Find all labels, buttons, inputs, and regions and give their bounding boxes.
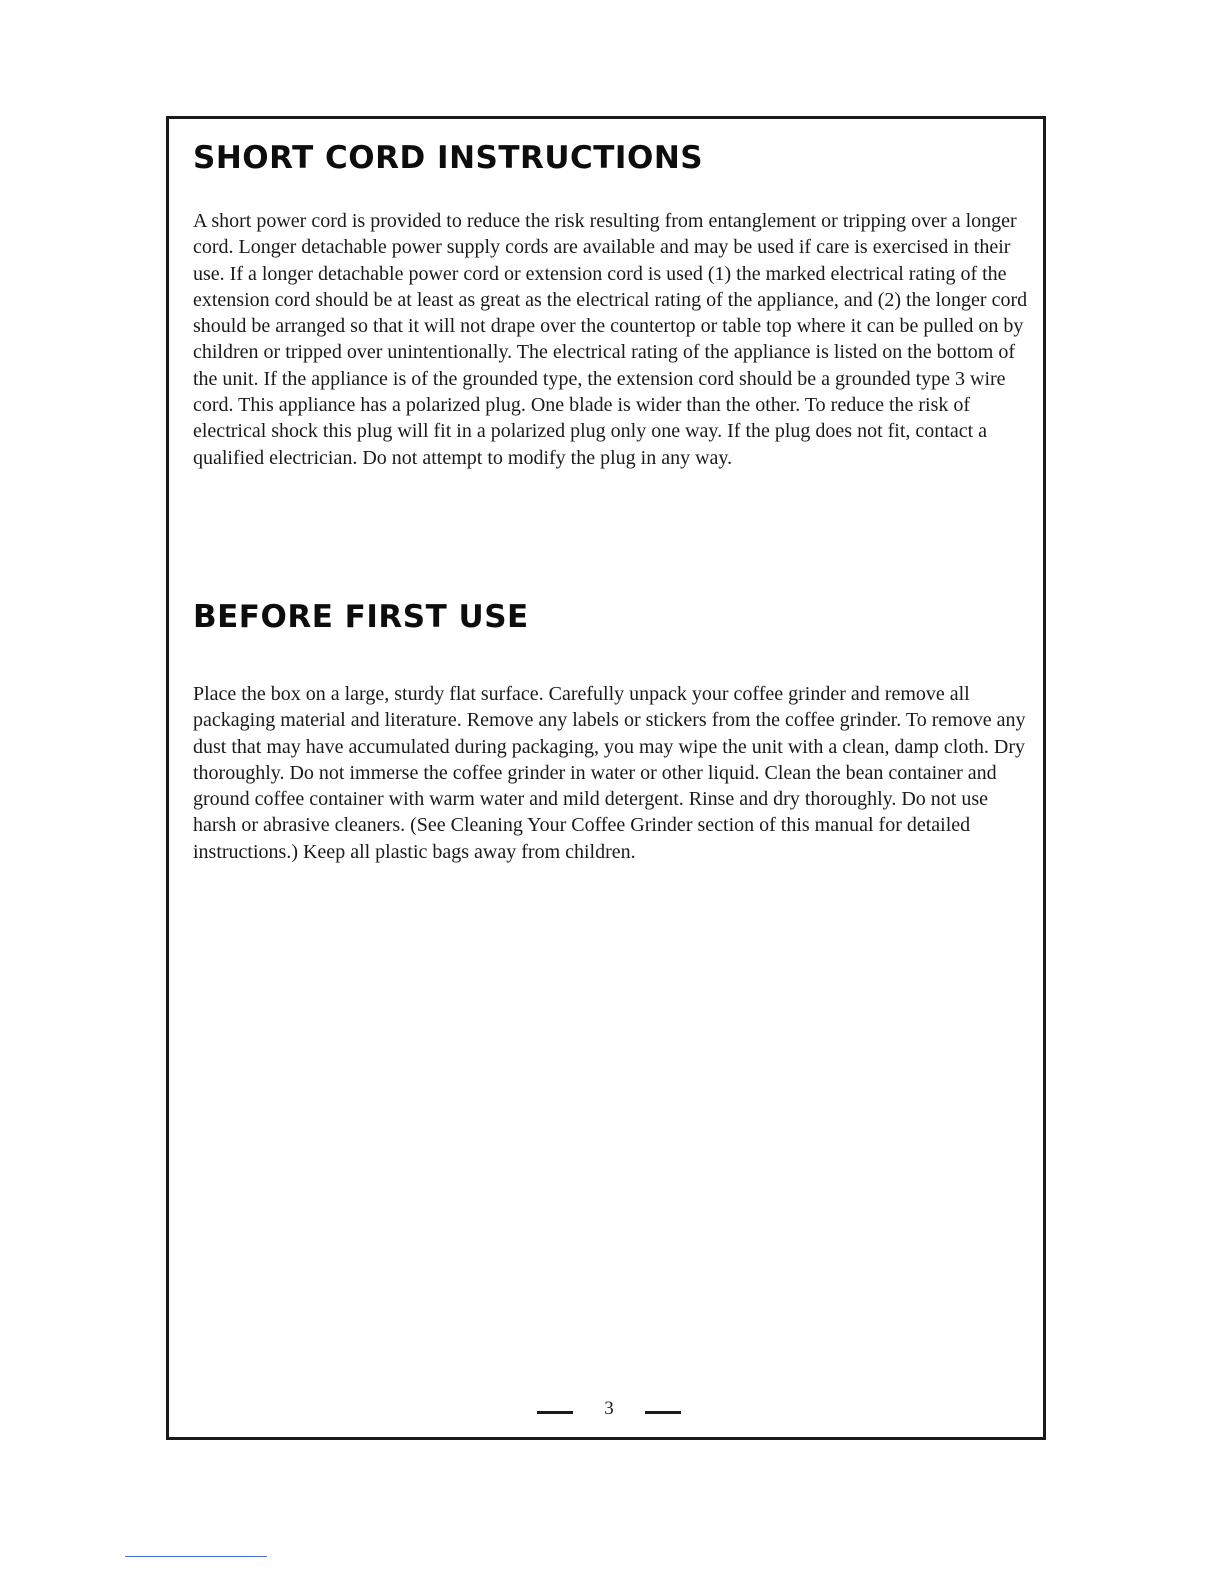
page-number: 3 [604, 1398, 614, 1419]
footer-dash-right [645, 1411, 681, 1414]
page-footer [0, 1398, 1224, 1426]
bottom-edge-rule [125, 1556, 267, 1557]
section-heading-before-first-use: BEFORE FIRST USE [193, 599, 529, 635]
section-heading-short-cord: SHORT CORD INSTRUCTIONS [193, 140, 704, 176]
section-body-before-first-use: Place the box on a large, sturdy flat surface. Carefully unpack your coffee grinder and remove all packaging material and literature. Remove any labels or stickers from the coffee grinder. To remove any dust that may have accumulated during packaging, you may wipe the unit with a clean, damp cloth. Dry thoroughly. Do not immerse the coffee grinder in water or other liquid. Clean the bean container and ground coffee container with warm water and mild detergent. Rinse and dry thoroughly. Do not use harsh or abrasive cleaners. (See Cleaning Your Coffee Grinder section of this manual for detailed instructions.) Keep all plastic bags away from children. [193, 683, 1026, 863]
section-body-short-cord: A short power cord is provided to reduce the risk resulting from entanglement or tripping over a longer cord. Longer detachable power supply cords are available and may be used if care is exercised in their use. If a longer detachable power cord or extension cord is used (1) the marked electrical rating of the extension cord should be at least as great as the electrical rating of the appliance, and (2) the longer cord should be arranged so that it will not drape over the countertop or table top where it can be pulled on by children or tripped over unintentionally. The electrical rating of the appliance is listed on the bottom of the unit. If the appliance is of the grounded type, the extension cord should be a grounded type 3 wire cord. This appliance has a polarized plug. One blade is wider than the other. To reduce the risk of electrical shock this plug will fit in a polarized plug only one way. If the plug does not fit, contact a qualified electrician. Do not attempt to modify the plug in any way. [193, 210, 1028, 469]
footer-dash-left [537, 1411, 573, 1414]
